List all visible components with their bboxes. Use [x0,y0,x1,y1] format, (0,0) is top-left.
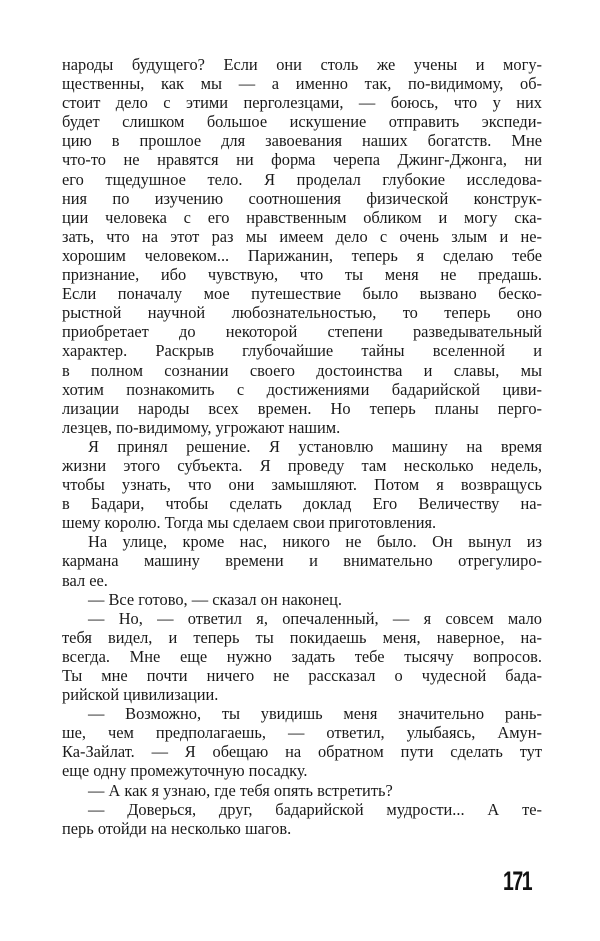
paragraph [62,800,542,838]
text-line: чтобы узнать, что они замышляют. Потом я возвращусь [62,475,542,495]
paragraph [62,590,542,609]
paragraph [62,781,542,800]
text-line: ции человека с его нравственным обликом и могу ска- [62,207,542,227]
text-line: хотим познакомить с достижениями бадарийской циви- [62,379,542,399]
text-line: перь отойди на несколько шагов. [62,818,292,838]
page-text [62,55,542,838]
text-line: Ты мне почти ничего не рассказал о чудесной бада- [62,666,542,685]
text-line: щественны, как мы — а именно так, по-видимому, об- [62,74,542,94]
text-line: — Доверься, друг, бадарийской мудрости... А те- [88,799,542,819]
text-line: вал ее. [62,570,108,590]
text-line: в полном сознании своего достоинства и славы, мы [62,360,542,380]
text-line: что-то не нравятся ни форма черепа Джинг-Джонга, ни [62,150,542,170]
text-line: На улице, кроме нас, никого не было. Он вынул из [88,532,542,552]
text-line: ше, чем предполагаешь, — ответил, улыбаясь, Амун- [62,723,542,743]
text-line: лезцев, по-видимому, угрожают нашим. [62,417,341,437]
text-line: жизни этого субъекта. Я проведу там несколько недель, [62,455,542,475]
paragraph [62,55,542,437]
text-line: лизации народы всех времен. Но теперь планы перго- [62,398,542,418]
text-line: зать, что на этот раз мы имеем дело с очень злым и не- [62,226,542,246]
text-line: цию в прошлое для завоевания наших богатств. Мне [62,131,542,151]
text-line: хорошим человеком... Парижанин, теперь я сделаю тебе [62,245,542,265]
text-line: — Но, — ответил я, опечаленный, — я совсем мало [88,608,542,628]
text-line: в Бадари, чтобы сделать доклад Его Величеству на- [62,494,542,514]
text-line: Если поначалу мое путешествие было вызвано беско- [62,284,542,304]
paragraph [62,532,542,589]
paragraph [62,609,542,704]
text-line: признание, ибо чувствую, что ты меня не предашь. [62,265,542,285]
text-line: характер. Раскрыв глубочайшие тайны вселенной и [62,341,542,361]
text-line: народы будущего? Если они столь же учены и могу- [62,55,542,74]
text-line: стоит дело с этими перголезцами, — боюсь, что у них [62,93,542,113]
text-line: будет слишком большое искушение отправить экспеди- [62,112,542,132]
paragraph [62,437,542,532]
text-line: рийской цивилизации. [62,685,219,705]
page-number: 171 [503,866,532,896]
text-line: всегда. Мне еще нужно задать тебе тысячу вопросов. [62,646,542,666]
text-line: — Возможно, ты увидишь меня значительно рань- [88,704,542,724]
text-line: приобретает до некоторой степени разведывательный [62,322,542,342]
paragraph [62,704,542,780]
text-line: кармана машину времени и внимательно отрегулиро- [62,551,542,571]
text-line: Я принял решение. Я установлю машину на время [88,436,542,456]
text-line: тебя видел, и теперь ты покидаешь меня, наверное, на- [62,627,542,647]
text-line: рыстной научной любознательностью, то теперь оно [62,303,542,323]
text-line: — Все готово, — сказал он наконец. [88,589,342,609]
text-line: шему королю. Тогда мы сделаем свои приготовления. [62,513,437,533]
text-line: ния по изучению соотношения физической конструк- [62,188,542,208]
text-line: еще одну промежуточную посадку. [62,761,308,781]
text-line: его тщедушное тело. Я проделал глубокие исследова- [62,169,542,189]
text-line: — А как я узнаю, где тебя опять встретить? [88,780,393,800]
text-line: Ка-Зайлат. — Я обещаю на обратном пути сделать тут [62,742,542,762]
